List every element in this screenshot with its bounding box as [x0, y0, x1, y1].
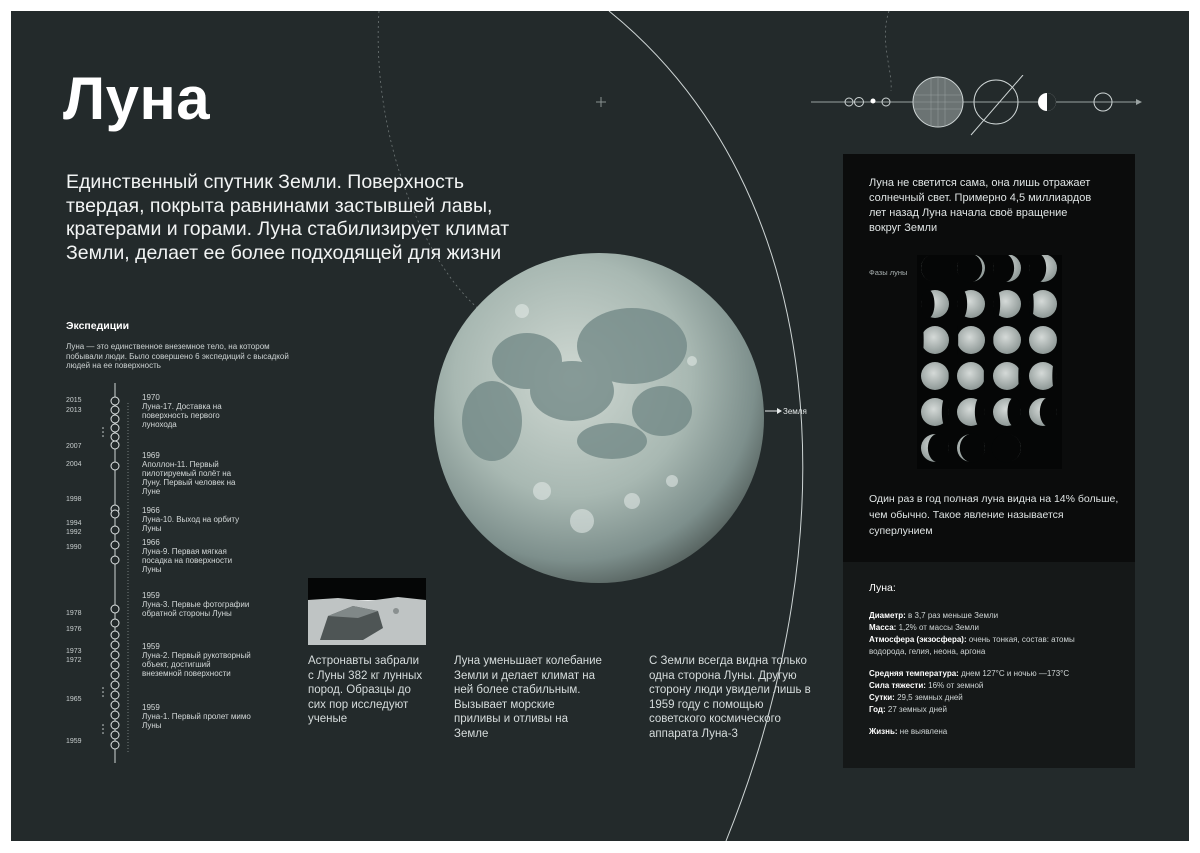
moon-phase-shadow [1029, 290, 1034, 319]
stat-line: Жизнь: не выявлена [869, 727, 948, 736]
expeditions-text: Луна — это единственное внеземное тело, на котором побывали люди. Было совершено 6 экспедиций с высадкой людей на ее поверхность [66, 342, 289, 370]
moon-phase-shadow [921, 290, 935, 319]
timeline-year: 1992 [66, 529, 82, 536]
moon-phase-shadow [921, 255, 950, 283]
moon-phase-shadow [1052, 362, 1057, 391]
phases-label: Фазы луны [869, 268, 908, 277]
timeline-year: 1978 [66, 610, 82, 617]
moon-phase-shadow [1018, 362, 1021, 391]
moon-phase-shadow [921, 326, 924, 355]
timeline-year: 2015 [66, 397, 82, 404]
timeline-year: 1965 [66, 696, 82, 703]
lunar-rock-photo [308, 578, 426, 645]
fact-column: Луна уменьшает колебание Земли и делает климат на ней более стабильным. Вызывает морские приливы и отливы на Земле [454, 655, 602, 740]
moon-phase-shadow [957, 290, 967, 319]
timeline-year: 2013 [66, 407, 82, 414]
moon-facts-panel [843, 154, 1135, 768]
stat-line: Год: 27 земных дней [869, 705, 947, 714]
stat-line: Средняя температура: днем 127°С и ночью —173°С [869, 669, 1070, 678]
timeline-event: 1970 Луна-17. Доставка на поверхность первого лунохода [142, 393, 222, 429]
moon-phases-grid [917, 255, 1062, 469]
moon-phase-shadow [928, 434, 949, 463]
expeditions-heading: Экспедиции [66, 320, 130, 332]
stats-title: Луна: [869, 582, 896, 594]
timeline-year: 1959 [66, 738, 82, 745]
timeline-axis [99, 383, 144, 768]
panel-intro-text: Луна не светится сама, она лишь отражает солнечный свет. Примерно 4,5 миллиардов лет назад Луна начала своё вращение вокруг Земли [869, 177, 1092, 234]
timeline-event: 1966 Луна-9. Первая мягкая посадка на поверхности Луны [142, 538, 233, 574]
page-title: Луна [63, 65, 211, 132]
timeline-event: 1969 Аполлон-11. Первый пилотируемый полёт на Луну. Первый человек на Луне [142, 451, 236, 496]
timeline-year: 1998 [66, 496, 82, 503]
moon-phase-shadow [1040, 398, 1057, 427]
timeline-year: 2007 [66, 443, 82, 450]
moon-phase-icon [993, 326, 1021, 354]
moon-phases-icon [917, 255, 1062, 469]
moon-phase-shadow [993, 290, 1000, 319]
moon-phase-icon [993, 362, 1021, 390]
moon-phase-icon [921, 362, 949, 390]
timeline-year: 1976 [66, 626, 82, 633]
timeline-year: 1994 [66, 520, 82, 527]
stat-line: Диаметр: в 3,7 раз меньше Земли [869, 611, 999, 620]
planet-scale-icon [811, 75, 1151, 141]
timeline-event: 1959 Луна-1. Первый пролет мимо Луны [142, 703, 251, 730]
stat-line: Масса: 1,2% от массы Земли [869, 623, 980, 632]
moon-phase-shadow [1007, 398, 1021, 427]
moon-phase-icon [957, 326, 985, 354]
timeline-event: 1966 Луна-10. Выход на орбиту Луны [142, 506, 240, 533]
timeline-event: 1959 Луна-3. Первые фотографии обратной стороны Луны [142, 591, 250, 618]
moon-stats [843, 562, 1135, 768]
moon-phase-shadow [960, 434, 985, 463]
timeline-event: 1959 Луна-2. Первый рукотворный объект, достигший внеземной поверхности [142, 642, 251, 678]
moon-phase-icon [957, 362, 985, 390]
timeline-year: 2004 [66, 461, 82, 468]
stat-line: Атмосфера (экзосфера): очень тонкая, состав: атомы водорода, гелия, неона, аргона [869, 635, 1075, 656]
stat-line: Сила тяжести: 16% от земной [869, 681, 984, 690]
stat-line: Сутки: 29,5 земных дней [869, 693, 963, 702]
intro-text: Единственный спутник Земли. Поверхность твердая, покрыта равнинами застывшей лавы, кратерами и горами. Луна стабилизирует климат Земли, делает ее более подходящей для жизни [66, 171, 510, 264]
moon-phase-shadow [984, 362, 985, 391]
moon-phase-shadow [975, 398, 985, 427]
fact-column: Астронавты забрали с Луны 382 кг лунных пород. Образцы до сих пор исследуют ученые [308, 655, 423, 725]
moon-image [432, 251, 766, 585]
moon-phase-shadow [992, 434, 1021, 463]
crosshair-icon [596, 97, 606, 107]
earth-arrow-icon [765, 407, 783, 415]
timeline-year: 1990 [66, 544, 82, 551]
moon-phase-icon [1029, 326, 1057, 354]
supermoon-text: Один раз в год полная луна видна на 14% больше, чем обычно. Такое явление называется суперлунием [869, 493, 1119, 537]
moon-phase-shadow [957, 326, 958, 355]
poster [11, 11, 1189, 841]
fact-column: С Земли всегда видна только одна сторона Луны. Другую сторону люди увидели лишь в 1959 году с помощью советского космического аппарата Луна-3 [649, 655, 811, 740]
timeline-year: 1973 [66, 648, 82, 655]
earth-label: Земля [783, 407, 807, 416]
moon-phase-shadow [942, 398, 949, 427]
timeline-year: 1972 [66, 657, 82, 664]
moon-phase-icon [921, 326, 949, 354]
